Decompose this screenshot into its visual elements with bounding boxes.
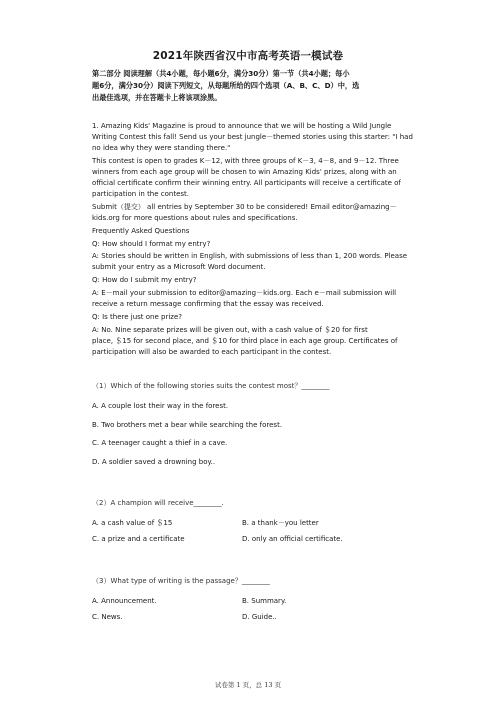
passage-line: participation in the contest.	[92, 190, 190, 198]
question-1-option-c: C. A teenager caught a thief in a cave.	[92, 439, 228, 447]
section-instruction-line-1: 第二部分 阅读理解（共4小题，每小题6分，满分30分）第一节（共4小题；每小	[92, 69, 350, 78]
question-1-option-a: A. A couple lost their way in the forest.	[92, 402, 229, 410]
passage-line: Q: Is there just one prize?	[92, 313, 182, 321]
passage-line: 1. Amazing Kids' Magazine is proud to announce that we will be hosting a Wild Jungle	[92, 122, 392, 130]
passage-line: official certificate confirm their winning entry. All participants will receive a certificate of	[92, 179, 401, 187]
passage-line: winners from each age group will be chosen to win Amazing Kids' prizes, along with an	[92, 168, 397, 176]
question-3-option-c: C. News.	[92, 613, 123, 621]
page-footer: 试卷第 1 页，总 13 页	[214, 681, 282, 689]
passage-line: no idea why they were standing there."	[92, 144, 231, 152]
passage-line: place, ＄15 for second place, and ＄10 for third place in each age group. Certificates of	[92, 337, 398, 345]
question-1-option-b: B. Two brothers met a bear while searching the forest.	[92, 421, 283, 429]
section-instruction-line-3: 出最佳选项，并在答题卡上将该项涂黑。	[92, 93, 222, 102]
passage-line: receive a return message confirming that the essay was received.	[92, 300, 324, 308]
section-instruction-line-2: 题6分，满分30分）阅读下列短文，从每题所给的四个选项（A、B、C、D）中，选	[92, 81, 360, 90]
question-3-option-b: B. Summary.	[242, 597, 287, 605]
faq-heading: Frequently Asked Questions	[92, 227, 190, 235]
question-2-option-a: A. a cash value of ＄15	[92, 519, 173, 527]
passage-line: A: Stories should be written in English, with submissions of less than 1, 200 words. Please	[92, 252, 408, 260]
question-1-stem: （1）Which of the following stories suits the contest most？________	[92, 382, 330, 390]
question-1-option-d: D. A soldier saved a drowning boy..	[92, 458, 216, 466]
passage-line: A: E－mail your submission to editor@amazing－kids.org. Each e－mail submission will	[92, 289, 397, 297]
passage-line: Q: How should I format my entry?	[92, 240, 211, 248]
passage-line: A: No. Nine separate prizes will be given out, with a cash value of ＄20 for first	[92, 326, 368, 334]
question-3-stem: （3）What type of writing is the passage？________	[92, 577, 270, 585]
question-3-option-d: D. Guide..	[242, 613, 277, 621]
question-2-option-b: B. a thank－you letter	[242, 519, 319, 527]
page-title: 2021年陕西省汉中市高考英语一模试卷	[152, 50, 344, 62]
passage-line: participation will also be awarded to each participant in the contest.	[92, 348, 332, 356]
question-2-option-d: D. only an official certificate.	[242, 535, 343, 543]
passage-line: Submit（提交） all entries by September 30 to be considered! Email editor@amazing－	[92, 203, 397, 211]
question-2-option-c: C. a prize and a certificate	[92, 535, 185, 543]
passage-line: submit your entry as a Microsoft Word document.	[92, 263, 266, 271]
passage-line: This contest is open to grades K－12, with three groups of K－3, 4－8, and 9－12. Three	[92, 157, 399, 165]
question-2-stem: （2）A champion will receive________.	[92, 499, 224, 507]
question-3-option-a: A. Announcement.	[92, 597, 157, 605]
passage-line: kids.org for more questions about rules and specifications.	[92, 214, 298, 222]
passage-line: Q: How do I submit my entry?	[92, 276, 197, 284]
passage-line: Writing Contest this fall! Send us your best jungle－themed stories using this starter: "I had	[92, 133, 413, 141]
